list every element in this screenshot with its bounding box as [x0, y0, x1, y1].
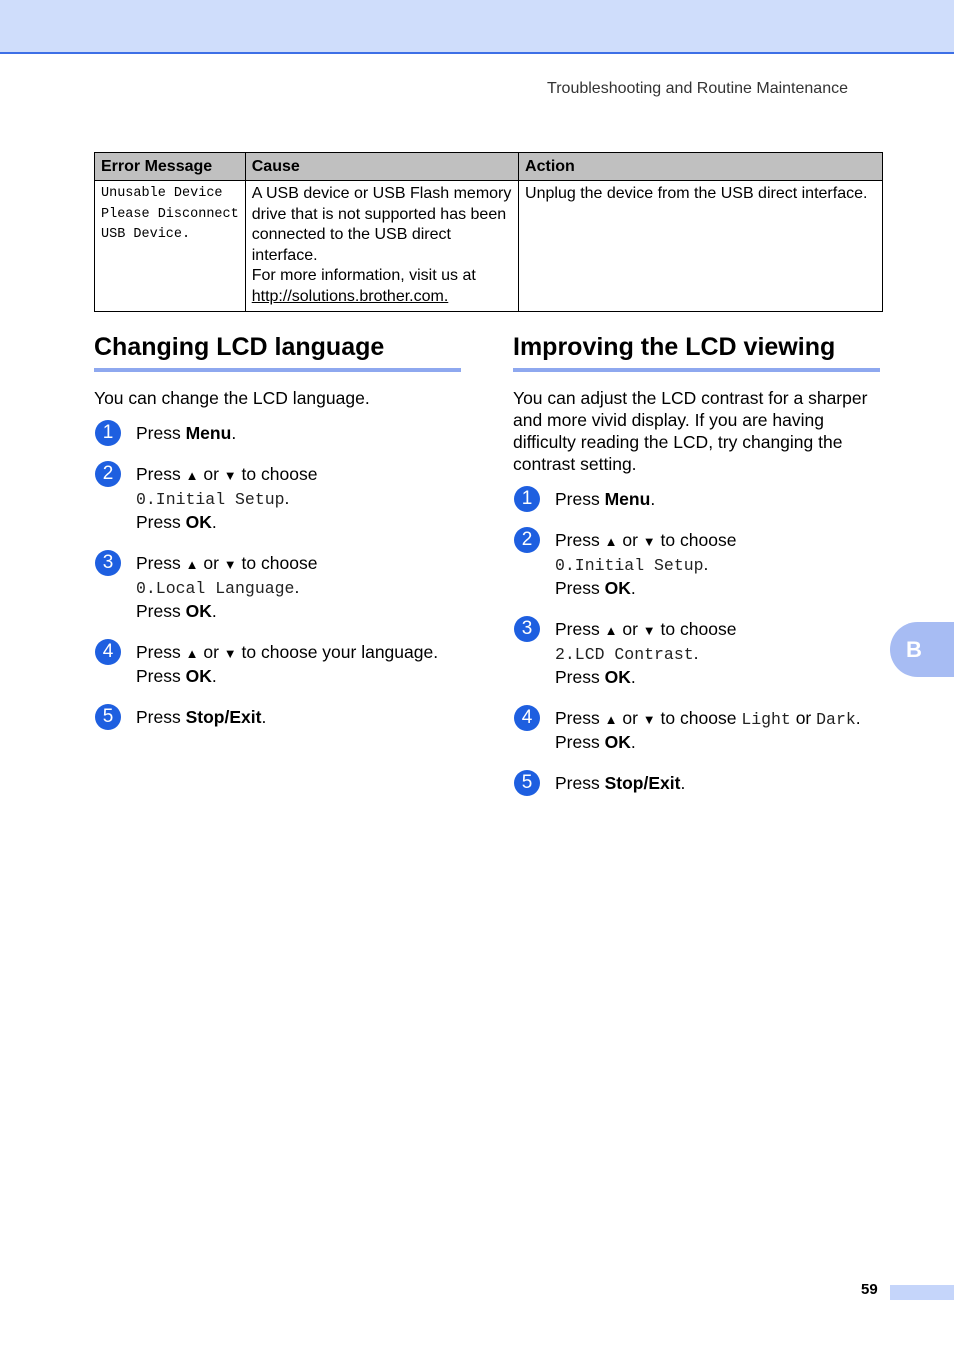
ok-key: OK	[185, 666, 212, 686]
up-arrow-icon: ▲	[604, 623, 618, 638]
up-arrow-icon: ▲	[185, 468, 199, 483]
action-cell: Unplug the device from the USB direct interface.	[519, 181, 883, 312]
menu-key: Menu	[185, 423, 232, 443]
cause-cell	[245, 181, 518, 312]
step-number: 5	[95, 704, 121, 730]
step-2: 2 Press ▲ or ▼ to choose 0.Initial Setup. Press OK.	[94, 463, 461, 533]
lcd-text: Dark	[816, 710, 856, 729]
step-4: 4 Press ▲ or ▼ to choose Light or Dark. Press OK.	[513, 707, 880, 753]
lcd-text: Light	[741, 710, 791, 729]
down-arrow-icon: ▼	[642, 623, 656, 638]
error-line: Please Disconnect	[101, 206, 239, 222]
error-line: USB Device.	[101, 227, 191, 242]
down-arrow-icon: ▼	[642, 534, 656, 549]
step-number: 4	[95, 639, 121, 665]
section-intro: You can change the LCD language.	[94, 388, 370, 408]
cause-text: A USB device or USB Flash memory drive that is not supported has been connected to the USB direct interface.	[251, 185, 512, 264]
running-header: Troubleshooting and Routine Maintenance	[547, 80, 848, 97]
header-action: Action	[519, 153, 883, 181]
step-5: 5 Press Stop/Exit.	[513, 772, 880, 794]
step-list	[513, 488, 880, 794]
step-3: 3 Press ▲ or ▼ to choose 2.LCD Contrast. Press OK.	[513, 618, 880, 688]
lcd-text: 0.Local Language	[136, 579, 295, 598]
up-arrow-icon: ▲	[185, 557, 199, 572]
error-table	[94, 152, 883, 312]
stop-exit-key: Stop/Exit	[604, 773, 681, 793]
solutions-link[interactable]: http://solutions.brother.com.	[251, 287, 449, 305]
step-number: 3	[95, 550, 121, 576]
up-arrow-icon: ▲	[604, 534, 618, 549]
ok-key: OK	[604, 732, 631, 752]
up-arrow-icon: ▲	[185, 646, 199, 661]
step-number: 5	[514, 770, 540, 796]
step-5: 5 Press Stop/Exit.	[94, 706, 461, 728]
lcd-text: 0.Initial Setup	[555, 556, 704, 575]
header-cause: Cause	[245, 153, 518, 181]
table-row	[95, 181, 883, 312]
error-message-cell	[95, 181, 246, 312]
section-intro: You can adjust the LCD contrast for a sharper and more vivid display. If you are having difficulty reading the LCD, try changing the contrast setting.	[513, 388, 868, 474]
step-number: 1	[95, 420, 121, 446]
header-error-message: Error Message	[95, 153, 246, 181]
error-line: Unusable Device	[101, 186, 223, 201]
table-header-row	[95, 153, 883, 181]
menu-key: Menu	[604, 489, 651, 509]
down-arrow-icon: ▼	[642, 712, 656, 727]
down-arrow-icon: ▼	[223, 557, 237, 572]
up-arrow-icon: ▲	[604, 712, 618, 727]
lcd-text: 0.Initial Setup	[136, 490, 285, 509]
ok-key: OK	[604, 578, 631, 598]
step-number: 3	[514, 616, 540, 642]
step-2: 2 Press ▲ or ▼ to choose 0.Initial Setup. Press OK.	[513, 529, 880, 599]
lcd-text: 2.LCD Contrast	[555, 645, 694, 664]
page-number-bar	[890, 1285, 954, 1300]
ok-key: OK	[185, 601, 212, 621]
chapter-tab: B	[890, 622, 954, 677]
step-4: 4 Press ▲ or ▼ to choose your language. Press OK.	[94, 641, 461, 687]
step-1: 1 Press Menu.	[94, 422, 461, 444]
stop-exit-key: Stop/Exit	[185, 707, 262, 727]
step-number: 1	[514, 486, 540, 512]
step-number: 4	[514, 705, 540, 731]
down-arrow-icon: ▼	[223, 646, 237, 661]
ok-key: OK	[604, 667, 631, 687]
step-1: 1 Press Menu.	[513, 488, 880, 510]
step-3: 3 Press ▲ or ▼ to choose 0.Local Language. Press OK.	[94, 552, 461, 622]
ok-key: OK	[185, 512, 212, 532]
down-arrow-icon: ▼	[223, 468, 237, 483]
step-number: 2	[95, 461, 121, 487]
page-number: 59	[861, 1281, 878, 1298]
section-changing-lcd-language	[94, 333, 461, 747]
section-title: Changing LCD language	[94, 333, 461, 372]
step-list	[94, 422, 461, 728]
cause-more-text: For more information, visit us at	[251, 267, 476, 284]
step-number: 2	[514, 527, 540, 553]
section-improving-lcd-viewing	[513, 333, 880, 813]
section-title: Improving the LCD viewing	[513, 333, 880, 372]
top-band	[0, 0, 954, 54]
